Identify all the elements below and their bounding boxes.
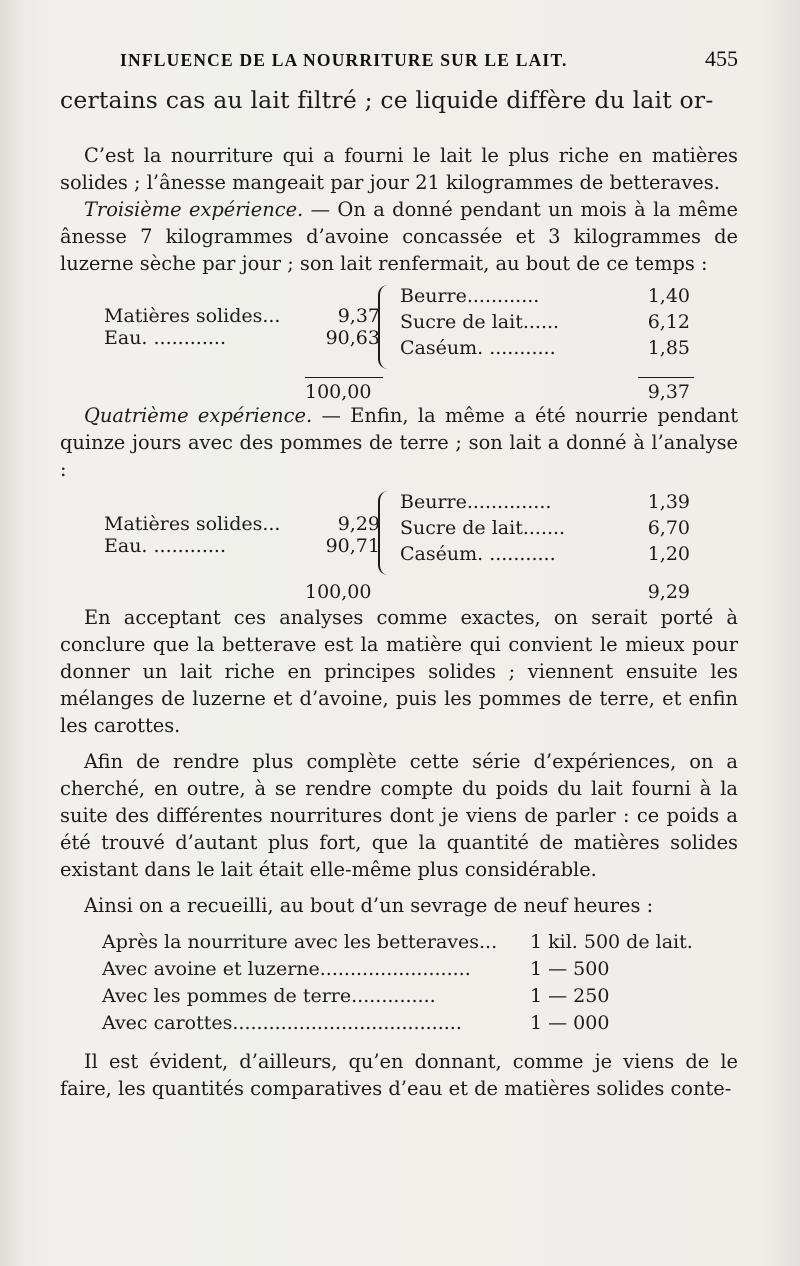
- component-name: Beurre............: [400, 285, 540, 307]
- component-value: 1,20: [647, 543, 690, 565]
- result-label: Avec carottes......................................: [102, 1012, 462, 1034]
- row-value: 9,29: [337, 513, 380, 535]
- paragraph-final: Il est évident, d’ailleurs, qu’en donnant, comme je viens de le faire, les quantités comparatives d’eau et de matières solides conte-: [60, 1050, 738, 1100]
- component-value: 1,85: [647, 337, 690, 359]
- lead-line: certains cas au lait filtré ; ce liquide diffère du lait or-: [60, 86, 714, 114]
- exp4-text: — Enfin, la même a été nourrie pendant quinze jours avec des pommes de terre ; son lait a donné à l’analyse :: [60, 404, 738, 481]
- paragraph-betteraves: C’est la nourriture qui a fourni le lait le plus riche en matières solides ; l’ânesse mangeait par jour 21 kilogrammes de betteraves.: [60, 144, 738, 194]
- row-label: Eau. ............: [104, 535, 226, 557]
- results-list: [60, 931, 738, 1039]
- brace: [378, 285, 392, 369]
- result-row: [60, 931, 738, 958]
- components-total: 9,29: [647, 581, 690, 603]
- analysis-table-exp3: [60, 285, 738, 403]
- row-value: 90,63: [325, 327, 380, 349]
- result-label: Après la nourriture avec les betteraves...: [102, 931, 498, 953]
- result-row: [60, 1012, 738, 1039]
- paragraph-poids: Afin de rendre plus complète cette série d’expériences, on a cherché, en outre, à se rendre compte du poids du lait fourni à la suite des différentes nourritures dont je viens de parler : ce poids a été trouvé d’autant plus fort, que la quantité de matières solides existant dans le lait était elle-même plus considérable.: [60, 750, 738, 881]
- exp4-heading: Quatrième expérience.: [84, 404, 313, 427]
- running-title: INFLUENCE DE LA NOURRITURE SUR LE LAIT.: [120, 50, 568, 70]
- result-value: 1 — 250: [530, 985, 610, 1007]
- result-label: Avec les pommes de terre..............: [102, 985, 436, 1007]
- row-value: 9,37: [337, 305, 380, 327]
- component-value: 6,70: [647, 517, 690, 539]
- paragraph-exp3: [60, 196, 738, 277]
- component-value: 1,40: [647, 285, 690, 307]
- component-name: Sucre de lait......: [400, 311, 560, 333]
- component-value: 6,12: [647, 311, 690, 333]
- analysis-table-exp4: [60, 491, 738, 603]
- row-label: Eau. ............: [104, 327, 226, 349]
- row-value: 90,71: [325, 535, 380, 557]
- text-column: [60, 40, 738, 1102]
- result-row: [60, 985, 738, 1012]
- sum-rule: [638, 377, 694, 378]
- page-header: [60, 40, 738, 74]
- component-name: Sucre de lait.......: [400, 517, 566, 539]
- brace: [378, 491, 392, 575]
- result-label: Avec avoine et luzerne.........................: [102, 958, 471, 980]
- components-total: 9,37: [647, 381, 690, 403]
- result-value: 1 kil. 500 de lait.: [530, 931, 693, 953]
- total-value: 100,00: [305, 381, 372, 403]
- sum-rule: [305, 377, 383, 378]
- row-label: Matières solides...: [104, 513, 281, 535]
- exp3-text: — On a donné pendant un mois à la même ânesse 7 kilogrammes d’avoine concassée et 3 kilogrammes de luzerne sèche par jour ; son lait renfermait, au bout de ce temps :: [60, 198, 738, 275]
- component-value: 1,39: [647, 491, 690, 513]
- component-name: Beurre..............: [400, 491, 552, 513]
- component-name: Caséum. ...........: [400, 337, 556, 359]
- total-value: 100,00: [305, 581, 372, 603]
- result-value: 1 — 000: [530, 1012, 610, 1034]
- row-label: Matières solides...: [104, 305, 281, 327]
- page-number: 455: [705, 46, 738, 71]
- result-value: 1 — 500: [530, 958, 610, 980]
- paragraph-exp4: [60, 402, 738, 483]
- component-name: Caséum. ...........: [400, 543, 556, 565]
- result-row: [60, 958, 738, 985]
- paragraph-sevrage: Ainsi on a recueilli, au bout d’un sevrage de neuf heures :: [84, 894, 654, 917]
- exp3-heading: Troisième expérience.: [84, 198, 304, 221]
- paragraph-conclusion: En acceptant ces analyses comme exactes, on serait porté à conclure que la betterave est la matière qui convient le mieux pour donner un lait riche en principes solides ; viennent ensuite les mélanges de luzerne et d’avoine, puis les pommes de terre, et enfin les carottes.: [60, 606, 738, 737]
